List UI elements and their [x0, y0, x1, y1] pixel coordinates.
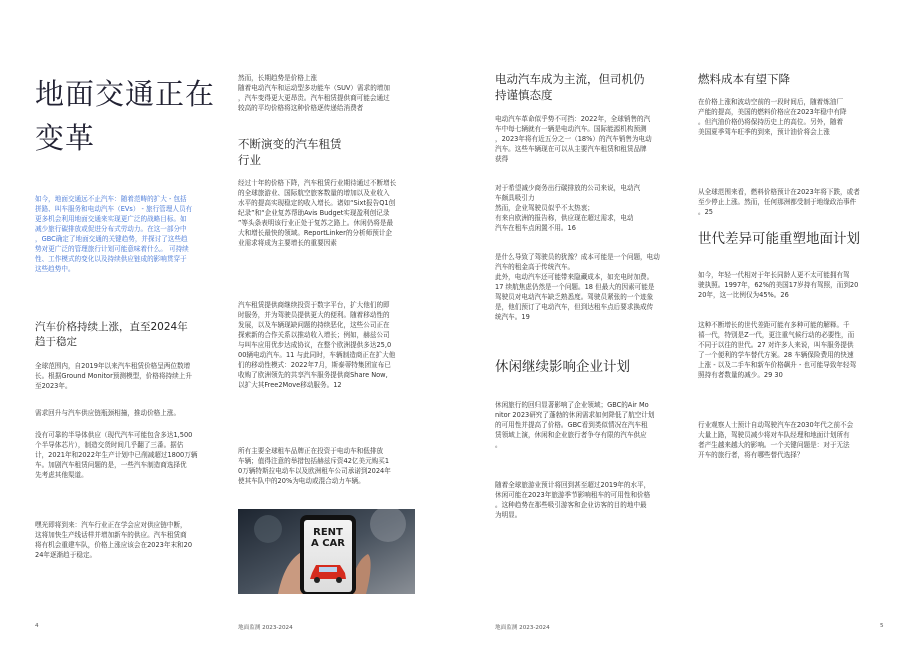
rental-industry-paragraph-2: 汽车租赁提供商继续投资于数字平台，扩大他们的即 时服务，并为驾驶员提供更大的便利。随着移动性的 发展，以及车辆现缺问题的持续恶化，这些公司正在 探索新的合作关系以推动收入增长；例如，赫兹公司 与叫车应用优步达成协议，在整个欧洲提供多达25,0 00辆电动汽车。11 与此同时，车辆制造商正在扩大他 们的移动性模式：2022年7月，斯泰蒂特集团宣布已 收购了欧洲领先的共享汽车服务提供商Share Now, 以扩大其Free2Move移动服务。12 — [238, 301, 396, 389]
car-prices-paragraph-3: 没有可靠的半导体供应（现代汽车可能包含多达1,500 个半导体芯片），制造交货时间几乎翻了三番。据估 计，2021年和2022年生产计划中已削减超过1800万辆 车。加剧汽车租赁问题的是，一些汽车制造商选择优 先考虑其他渠道。 — [35, 431, 198, 479]
rent-a-car-illustration — [238, 509, 415, 594]
car-prices-paragraph-4: 嘿光即将到来：汽车行业正在学会应对供应链中断， 这将加快生产线话样并增加新车的供应。汽车租赁商 将有机会重建车队，价格上涨应该会在2023年末和20 24年逐渐趋于稳定。 — [35, 521, 193, 559]
section-heading-leisure: 休闲继续影响企业计划 — [495, 359, 630, 375]
leisure-paragraph-2: 随着全球旅游业预计将回到甚至超过2019年的水平， 休闲可能在2023年旅游季节影响租车的可用性和价格 。这种趋势在那些吸引游客和企业访客的目的地中最 为明显。 — [495, 481, 651, 519]
page-number-right: 5 — [880, 623, 884, 629]
generational-paragraph-2: 这种不断增长的世代差距可能有多种可能的解释。千 禧一代，特别是Z一代，更注重气候行动的必要性，而 不同于以往的世代。27 对许多人来说，叫车服务提供 了一个便利的学车替代方案。28 车辆保险费用的快速 上涨 - 以及二手车和新车价格飙升 - 也可能导致年轻驾 照持有者数量的减少。29 30 — [698, 321, 857, 379]
page-number-left: 4 — [35, 623, 39, 629]
car-prices-paragraph-2: 需求回升与汽车供应链瓶颈相撞，推动价格上涨。 — [35, 409, 181, 417]
ev-paragraph-2: 对于希望减少商务出行碳排放的公司来说，电动汽 车颇具吸引力 然而，企业驾驶员似乎不太热衷； 有来自欧洲的报告称，供应现在超过需求，电动 汽车在租车点闲置不用。16 — [495, 184, 641, 232]
ev-paragraph-3: 是什么导致了驾驶员的犹豫？成本可能是一个问题，电动 汽车的租金高于传统汽车。 此外，电动汽车还可能带来隐藏成本，如充电时加费。 17 续航焦虑仍然是一个问题。18 但最大的因素可能是 驾驶员对电动汽车缺乏熟悉度。驾驶员紧张的一个迹象 是，他们预订了电动汽车，但到达租车点后要求换成传 统汽车。19 — [495, 253, 660, 321]
footer-right-text: 地面监测 2023-2024 — [495, 625, 550, 631]
section-heading-car-prices: 汽车价格持续上涨，直至2024年 趋于稳定 — [35, 321, 188, 348]
fuel-paragraph-2: 从全球范围来看，燃料价格预计在2023年将下跌，或者 至少停止上涨。然而，任何那洲都受制于地缘政治事件 。25 — [698, 188, 860, 216]
rent-a-car-photo-text: RENT A CAR — [311, 527, 345, 549]
car-prices-paragraph-1: 全球范围内，自2019年以来汽车租赁价格呈两位数增 长。根据Ground Monitor预测模型，价格将持续上升 至2023年。 — [35, 362, 192, 390]
section-heading-generational: 世代差异可能重塑地面计划 — [698, 231, 860, 247]
long-term-trend-paragraph: 然而，长期趋势是价格上涨 随着电动汽车和运动型多功能车（SUV）需求的增加 ，汽车变得更大更昂贵。汽车租赁提供商可能会通过 较高的平均价格将这种价格逐传递给消费者 — [238, 74, 390, 112]
intro-paragraph: 如今，地面交通远不止汽车：随着范畴的扩大 - 包括 拼路、叫车服务和电动汽车（EVs） - 旅行管理人员有 更多机会利用地面交通来实现更广泛的战略目标。如 减少旅行碳排放或促进分布式劳动力。在这一部分中 ，GBC确定了地面交通的关键趋势，并探讨了这些趋 势对更广泛的管理旅行计划可能意味着什么。 可持续 性、工作模式的变化以及持续供应链成的影响贯穿于 这些趋势中。 — [35, 195, 193, 273]
ev-paragraph-1: 电动汽车革命似乎势不可挡：2022年，全球销售的汽 车中每七辆就有一辆是电动汽车。国际能源机构预测 ，2023年将有近五分之一（18%）的汽车销售为电动 汽车。这些车辆现在可以从主要汽车租赁和租赁品牌 获得 — [495, 115, 652, 163]
leisure-paragraph-1: 休闲旅行的回归显著影响了企业领域；GBC的Air Mo nitor 2023研究了蓬勃的休闲需求如何降低了航空计划 的可用性并提高了价格。GBC看到类似情况在汽车租 赁领域上演，休闲和企业旅行者争夺有限的汽车供应 。 — [495, 401, 655, 449]
section-heading-ev-mainstream: 电动汽车成为主流，但司机仍 持谨慎态度 — [495, 72, 645, 102]
section-heading-rental-industry: 不断演变的汽车租赁 行业 — [238, 137, 342, 167]
footer-left-text: 地面监测 2023-2024 — [238, 625, 293, 631]
rent-a-car-photo — [238, 509, 415, 594]
rental-industry-paragraph-3: 所有主要全球租车品牌正在投资于电动车和低排放 车辆；值得注意的举措包括赫兹斥资42亿美元购买1 0万辆特斯拉电动车以及欧洲租车公司承诺到2024年 使其车队中的20%为电动或混合动力车辆。 — [238, 447, 391, 485]
generational-paragraph-1: 如今，年轻一代相对于年长同龄人更不太可能拥有驾 驶执照。1997年，62%的美国17岁持有驾照，而到20 20年，这一比例仅为45%。26 — [698, 271, 859, 299]
section-heading-fuel-costs: 燃料成本有望下降 — [698, 72, 790, 86]
generational-paragraph-3: 行业观察人士预计自动驾驶汽车在2030年代之前不会 大量上路，驾驶员减少将对车队经理和地面计划所有 者产生越来越大的影响。一个关键问题是：对于无法 开车的旅行者，将有哪些替代选择？ — [698, 421, 854, 459]
rental-industry-paragraph-1: 经过十年的价格下降，汽车租赁行业期待通过不断增长 的全球旅游业、国际航空旅客数量的增加以及业收入 水平的提高实现稳定的收入增长。诸如“Sixt报告Q1创 纪录”和“企业复苏帮助Avis Budget实现盈利创记录 ”等头条表明该行业正处于复苏之路上。休闲仍将是最 大和增长最快的领域。ReportLinker的分析师预计企 业需求将成为主要增长的重要因素 — [238, 179, 397, 247]
page-title: 地面交通正在 变革 — [35, 77, 216, 155]
fuel-paragraph-1: 在价格上涨和波动空前的一段时间后，随着炼油厂 产能的提高，美国的燃料价格应在2023年稳中有降 。但汽油价格仍将保持历史上的高位。另外，随着 美国夏季驾车旺季的到来，预计油价将会上涨 — [698, 98, 847, 136]
